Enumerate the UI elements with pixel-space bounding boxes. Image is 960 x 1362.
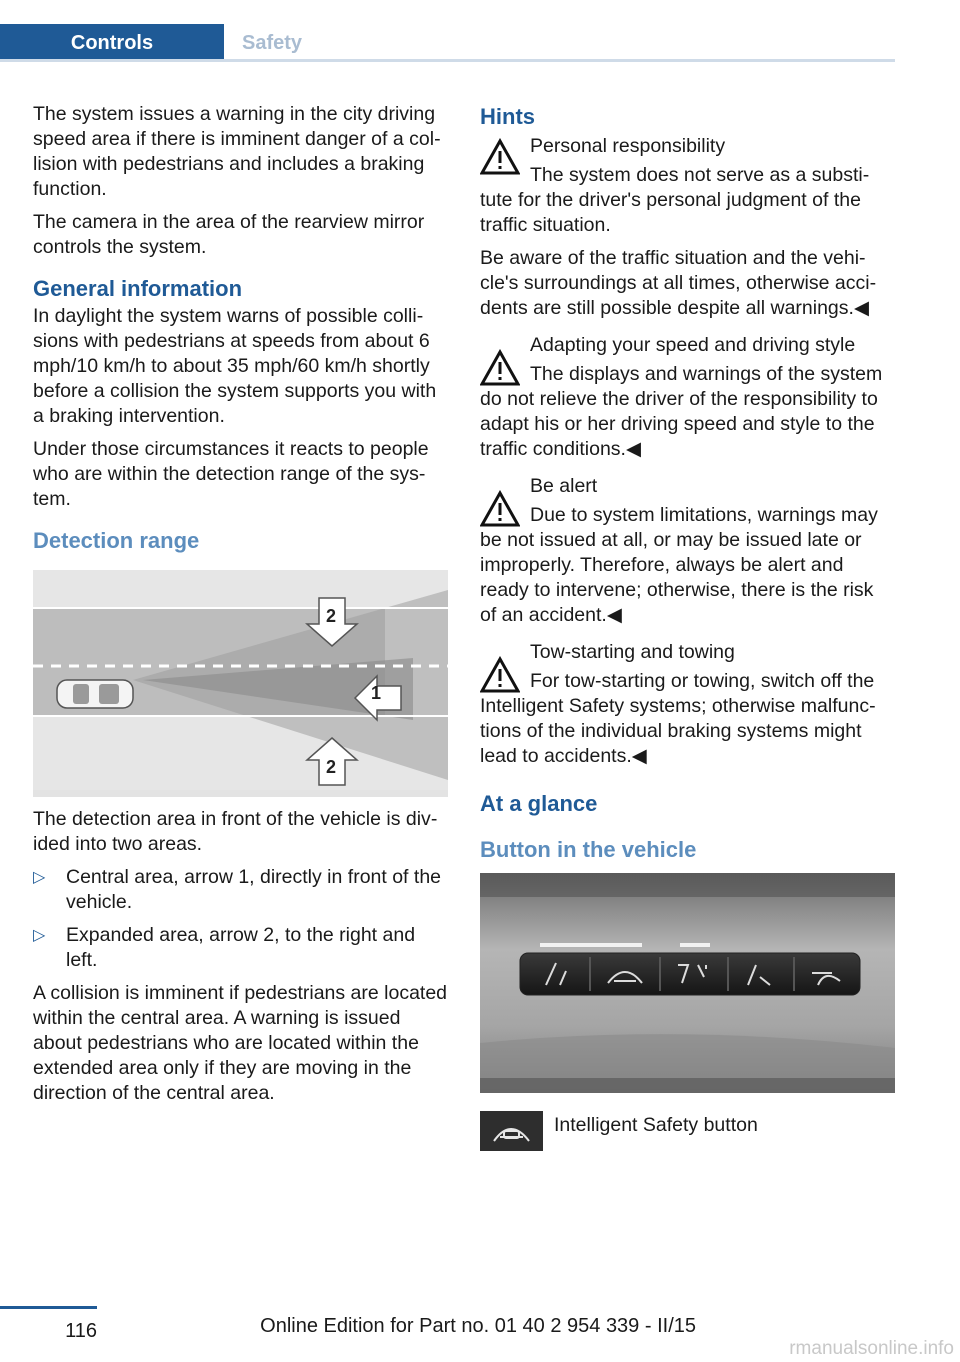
warning-1-followup: Be aware of the traffic situation and the vehicle's surroundings at all times, otherwise accidents are still possible despite all warnings.◀ — [480, 247, 877, 319]
warning-tow-starting — [480, 640, 895, 769]
heading-general-information: General information — [33, 276, 243, 301]
heading-detection-range: Detection range — [33, 528, 200, 553]
page-number-block — [0, 1306, 97, 1345]
watermark: rmanualsonline.info — [789, 1338, 954, 1359]
figure-label-2-top: 2 — [326, 606, 337, 626]
warning-3-text: Due to system limitations, warnings may be not issued at all, or may be issued late or improperly. Therefore, always be alert and ready to intervene; otherwise, there is the risk of an accident.◀ — [480, 504, 878, 626]
detection-range-diagram — [33, 570, 448, 790]
bullet-triangle-icon: ▷ — [33, 927, 46, 944]
page-number: 116 — [65, 1320, 97, 1342]
general-paragraph-2: Under those circumstances it reacts to people who are within the detection range of the system. — [33, 438, 429, 510]
intro-paragraph-2: The camera in the area of the rearview mirror controls the system. — [33, 211, 425, 258]
warning-triangle-icon — [480, 490, 520, 528]
warning-4-title: Tow-starting and towing — [530, 641, 735, 663]
warning-triangle-icon — [480, 138, 520, 176]
warning-be-alert — [480, 474, 895, 628]
bullet-triangle-icon: ▷ — [33, 869, 46, 886]
warning-3-title: Be alert — [530, 475, 598, 497]
bullet-central-area — [33, 865, 448, 915]
heading-at-a-glance: At a glance — [480, 791, 598, 816]
button-panel-photo — [480, 873, 895, 1093]
warning-personal-responsibility — [480, 134, 895, 238]
right-column — [480, 102, 895, 1151]
warning-triangle-icon — [480, 349, 520, 387]
vehicle-icon — [57, 680, 133, 708]
header-tabs — [0, 24, 895, 62]
heading-hints: Hints — [480, 104, 535, 129]
warning-2-title: Adapting your speed and driving style — [530, 334, 856, 356]
figure-label-1: 1 — [371, 683, 382, 703]
left-column — [33, 102, 448, 1114]
tab-safety[interactable]: Safety — [241, 31, 303, 54]
general-paragraph-1: In daylight the system warns of possible collisions with pedestrians at speeds from about 6 mph/10 km/h to about 35 mph/60 km/h shortly before a collision the system supports you with a braking intervention. — [33, 305, 437, 427]
bullet-central-text: Central area, arrow 1, directly in front of the vehicle. — [66, 866, 442, 913]
heading-button-in-vehicle: Button in the vehicle — [480, 837, 697, 862]
intelligent-safety-button-icon[interactable] — [480, 1111, 543, 1151]
intro-paragraph-1: The system issues a warning in the city driving speed area if there is imminent danger of a collision with pedestrians and includes a braking function. — [33, 103, 441, 200]
bullet-expanded-area — [33, 923, 448, 973]
detection-range-figure — [33, 570, 448, 797]
warning-speed-driving-style — [480, 333, 895, 462]
intelligent-safety-button-row — [480, 1111, 895, 1151]
warning-1-text: The system does not serve as a substitute for the driver's personal judgment of the traffic situation. — [480, 164, 870, 236]
bullet-expanded-text: Expanded area, arrow 2, to the right and left. — [66, 924, 416, 971]
warning-2-text: The displays and warnings of the system do not relieve the driver of the responsibility to adapt his or her driving speed and style to the traffic conditions.◀ — [480, 363, 883, 460]
detection-paragraph: The detection area in front of the vehicle is divided into two areas. — [33, 808, 438, 855]
warning-4-text: For tow-starting or towing, switch off the Intelligent Safety systems; otherwise malfunctions of the individual braking systems might lead to accidents.◀ — [480, 670, 876, 767]
figure-label-2-bottom: 2 — [326, 757, 337, 777]
header-divider — [0, 59, 895, 62]
warning-triangle-icon — [480, 656, 520, 694]
button-panel-image — [480, 873, 895, 1093]
tab-controls[interactable]: Controls — [0, 24, 224, 62]
footer-edition: Online Edition for Part no. 01 40 2 954 339 - II/15 — [260, 1315, 696, 1337]
intelligent-safety-button-label: Intelligent Safety button — [554, 1114, 758, 1136]
warning-1-title: Personal responsibility — [530, 135, 726, 157]
closing-paragraph: A collision is imminent if pedestrians are located within the central area. A warning is issued about pedestrians who are located within the extended area only if they are moving in the direction of the central area. — [33, 982, 448, 1104]
